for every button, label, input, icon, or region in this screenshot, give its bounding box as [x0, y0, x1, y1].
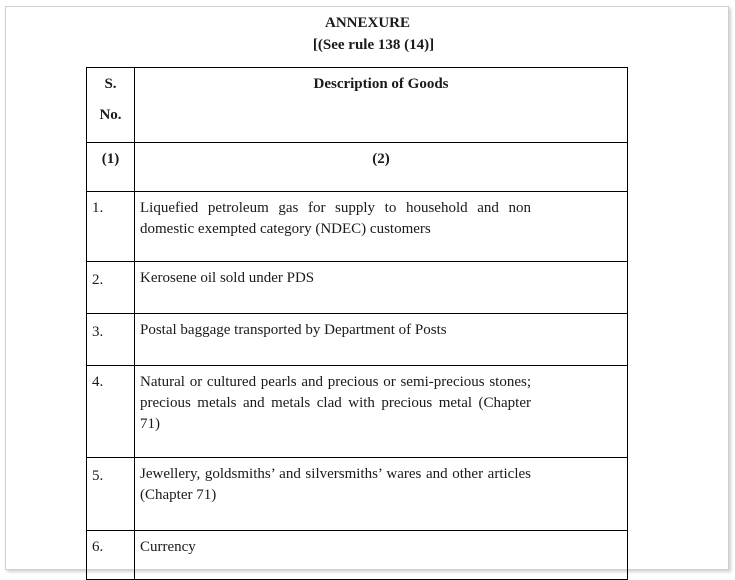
- row-sno: 4.: [87, 366, 135, 458]
- table-row: [87, 314, 628, 366]
- column-number-1: (1): [87, 143, 135, 192]
- row-sno: 6.: [87, 531, 135, 580]
- header-sno-line1: S.: [104, 76, 117, 92]
- row-description-text: Currency: [140, 539, 196, 555]
- table-row: [87, 458, 628, 531]
- row-description: [135, 366, 628, 458]
- column-number-row: [87, 143, 628, 192]
- row-sno: 2.: [87, 262, 135, 314]
- row-description: [135, 192, 628, 262]
- goods-table: [86, 67, 628, 580]
- row-description: [135, 458, 628, 531]
- document-subtitle: [(See rule 138 (14)]: [312, 37, 435, 53]
- row-description: [135, 314, 628, 366]
- header-description: Description of Goods: [135, 68, 628, 143]
- column-number-2: (2): [135, 143, 628, 192]
- table-row: [87, 531, 628, 580]
- row-description: [135, 531, 628, 580]
- row-description: [135, 262, 628, 314]
- table-header-row: [87, 68, 628, 143]
- header-sno: [87, 68, 135, 143]
- row-sno: 1.: [87, 192, 135, 262]
- row-sno: 5.: [87, 458, 135, 531]
- row-sno: 3.: [87, 314, 135, 366]
- row-description-text: Kerosene oil sold under PDS: [140, 270, 315, 286]
- row-description-text: Jewellery, goldsmiths’ and silversmiths’ wares and other articles (Chapter 71): [140, 466, 531, 503]
- header-sno-line2: No.: [99, 107, 122, 123]
- document-title: ANNEXURE: [324, 15, 410, 31]
- row-description-text: Natural or cultured pearls and precious or semi-precious stones; precious metals and metals clad with precious metal (Chapter 71): [140, 374, 531, 432]
- table-row: [87, 262, 628, 314]
- row-description-text: Postal baggage transported by Department of Posts: [140, 322, 447, 338]
- row-description-text: Liquefied petroleum gas for supply to household and non domestic exempted category (NDEC) customers: [140, 200, 531, 237]
- table-row: [87, 192, 628, 262]
- table-row: [87, 366, 628, 458]
